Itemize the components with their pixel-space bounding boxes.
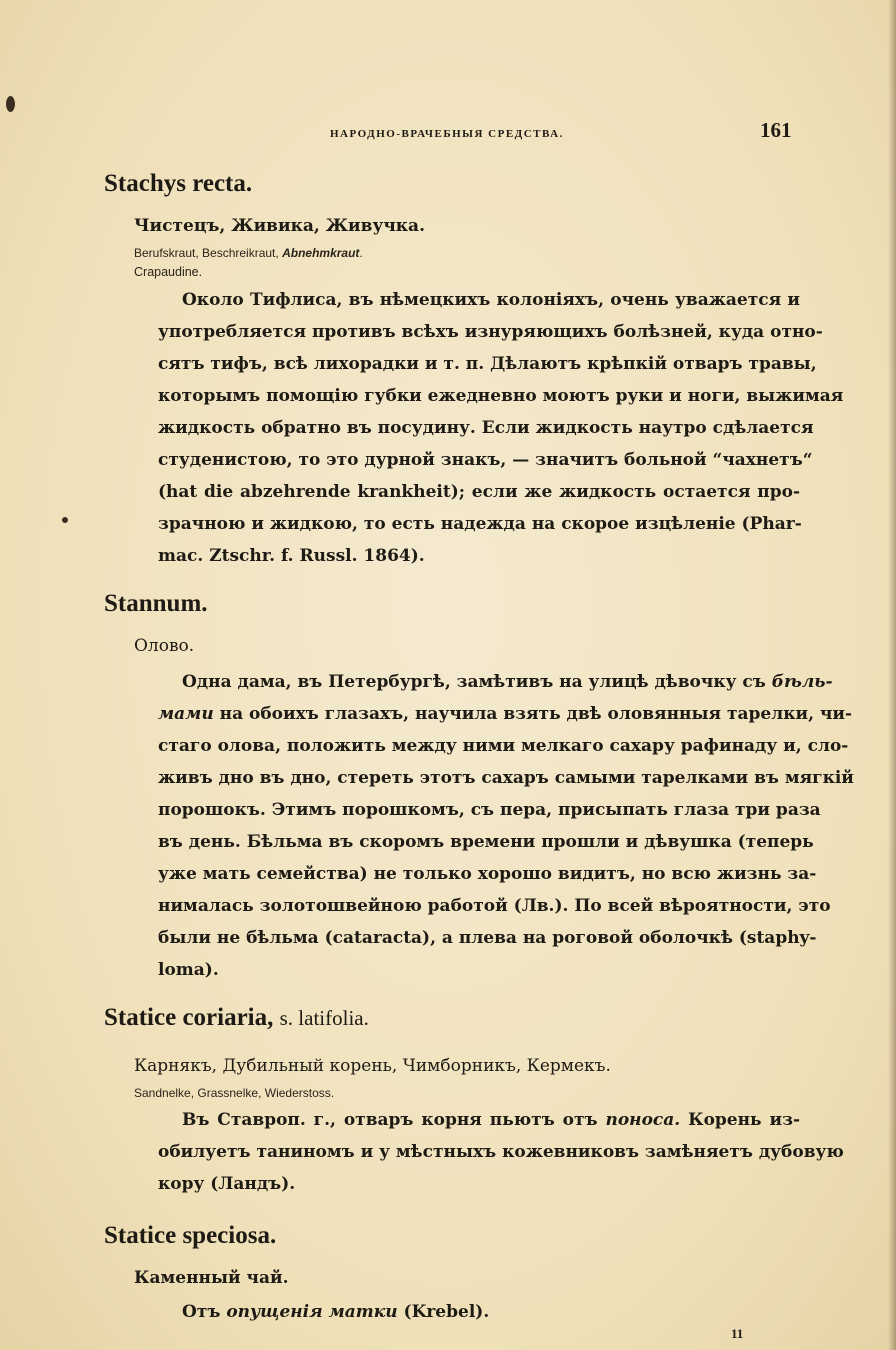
french-names: Crapaudine. — [134, 265, 203, 279]
paragraph-line: студенистою, то это дурной знакъ, — значитъ больной “чахнетъ“ — [158, 450, 813, 470]
paragraph-line: mac. Ztschr. f. Russl. 1864). — [158, 546, 425, 566]
paragraph-line: нималась золотошвейною работой (Лв.). По всей вѣроятности, это — [158, 896, 831, 916]
russian-names: Каменный чай. — [134, 1268, 289, 1288]
russian-names: Карнякъ, Дубильный корень, Чимборникъ, Кермекъ. — [134, 1056, 611, 1076]
entry-title-sub: s. latifolia. — [279, 1006, 369, 1030]
paragraph-line — [182, 1110, 800, 1130]
paragraph-text: (Krebel). — [403, 1302, 490, 1322]
ink-speck — [62, 517, 68, 523]
paragraph-line: употребляется противъ всѣхъ изнуряющихъ болѣзней, куда отно- — [158, 322, 823, 342]
paragraph-line: жидкость обратно въ посудину. Если жидкость наутро сдѣлается — [158, 418, 814, 438]
entry-title: Stachys recta. — [104, 170, 253, 197]
paragraph-text: Корень из- — [688, 1110, 801, 1130]
paragraph-line: зрачною и жидкою, то есть надежда на скорое изцѣленіе (Phar- — [158, 514, 802, 534]
entry-title: Statice speciosa. — [104, 1222, 277, 1249]
paragraph-text: на обоихъ глазахъ, научила взять двѣ оловянныя тарелки, чи- — [219, 704, 853, 724]
paragraph-line — [182, 672, 833, 692]
page-number: 161 — [760, 118, 792, 142]
page-header — [0, 118, 896, 148]
signature-mark: 11 — [731, 1326, 744, 1341]
paragraph-line: loma). — [158, 960, 219, 980]
german-names-regular: Berufskraut, Beschreikraut, — [134, 246, 279, 260]
russian-names: Чистецъ, Живика, Живучка. — [134, 216, 425, 236]
entry-title: Stannum. — [104, 590, 208, 617]
paragraph-line: были не бѣльма (cataracta), а плева на роговой оболочкѣ (staphy- — [158, 928, 817, 948]
paragraph-italic: мами — [158, 704, 214, 724]
paragraph-italic: поноса. — [605, 1110, 681, 1130]
page-edge-shadow — [888, 0, 896, 1350]
german-names-italic: Abnehmkraut — [282, 246, 360, 260]
paragraph-text: Въ Ставроп. г., отваръ корня пьютъ отъ — [182, 1110, 598, 1130]
paragraph-line: уже мать семейства) не только хорошо видитъ, но всю жизнь за- — [158, 864, 817, 884]
german-names: Sandnelke, Grassnelke, Wiederstoss. — [134, 1086, 335, 1100]
paragraph-line — [182, 1302, 489, 1322]
paragraph-line: въ день. Бѣльма въ скоромъ времени прошли и дѣвушка (теперь — [158, 832, 814, 852]
paragraph-text: Отъ — [182, 1302, 221, 1322]
paragraph-line: обилуетъ таниномъ и у мѣстныхъ кожевниковъ замѣняетъ дубовую — [158, 1142, 844, 1162]
paragraph-line: Около Тифлиса, въ нѣмецкихъ колоніяхъ, очень уважается и — [182, 290, 800, 310]
paragraph-italic: бѣль- — [771, 672, 833, 692]
entry-title — [104, 1004, 369, 1032]
german-names: Berufskraut, Beschreikraut, Abnehmkraut. — [134, 246, 363, 260]
paragraph-line: кору (Ландъ). — [158, 1174, 296, 1194]
entry-title-main: Statice coriaria, — [104, 1004, 274, 1031]
russian-names: Олово. — [134, 636, 195, 656]
ink-speck — [6, 96, 15, 112]
paragraph-line: живъ дно въ дно, стереть этотъ сахаръ самыми тарелками въ мягкій — [158, 768, 854, 788]
paragraph-line: порошокъ. Этимъ порошкомъ, съ пера, присыпать глаза три раза — [158, 800, 821, 820]
paragraph-line — [158, 704, 853, 724]
paragraph-line: стаго олова, положить между ними мелкаго сахару рафинаду и, сло- — [158, 736, 849, 756]
paragraph-line: (hat die abzehrende krankheit); если же жидкость остается про- — [158, 482, 800, 502]
paragraph-line: сятъ тифъ, всѣ лихорадки и т. п. Дѣлаютъ крѣпкій отваръ травы, — [158, 354, 817, 374]
running-head: НАРОДНО-ВРАЧЕБНЫЯ СРЕДСТВА. — [330, 128, 564, 140]
paragraph-italic: опущенія матки — [226, 1302, 398, 1322]
paragraph-line: которымъ помощію губки ежедневно моютъ руки и ноги, выжимая — [158, 386, 844, 406]
paragraph-text: Одна дама, въ Петербургѣ, замѣтивъ на улицѣ дѣвочку съ — [182, 672, 766, 692]
